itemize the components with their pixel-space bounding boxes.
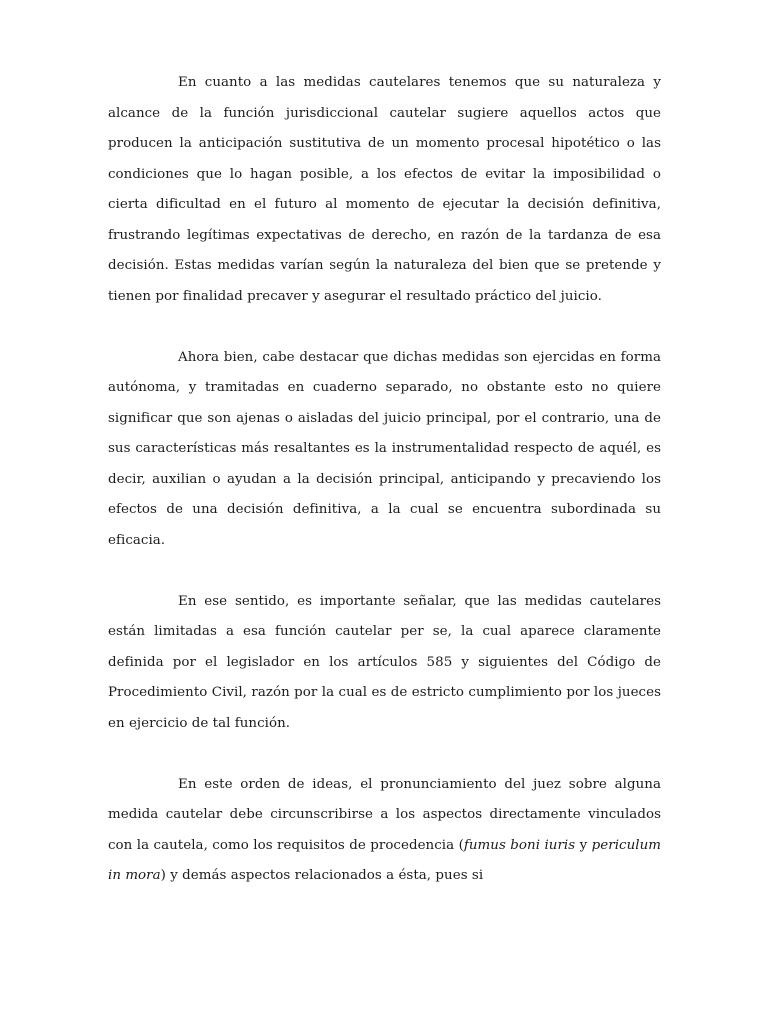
paragraph-2 [108,343,661,557]
document-body [108,68,661,922]
paragraph-3-text: En ese sentido, es importante señalar, que las medidas cautelares están limitadas a esa función cautelar per se, la cual aparece claramente definida por el legislador en los artículos 585 y siguientes del Código de Procedimiento Civil, razón por la cual es de estricto cumplimiento por los jueces en ejercicio de tal función. [108,593,661,731]
paragraph-4-text-1: En este orden de ideas, el pronunciamiento del juez sobre alguna medida cautelar debe circunscribirse a los aspectos directamente vinculados con la cautela, como los requisitos de procedencia ( [108,776,661,853]
paragraph-2-text: Ahora bien, cabe destacar que dichas medidas son ejercidas en forma autónoma, y tramitadas en cuaderno separado, no obstante esto no quiere significar que son ajenas o aisladas del juicio principal, por el contrario, una de sus características más resaltantes es la instrumentalidad respecto de aquél, es decir, auxilian o ayudan a la decisión principal, anticipando y precaviendo los efectos de una decisión definitiva, a la cual se encuentra subordinada su eficacia. [108,349,661,548]
paragraph-4-text-2: y [575,837,592,853]
latin-term-fumus-boni-iuris: fumus boni iuris [463,837,576,853]
paragraph-3 [108,587,661,740]
paragraph-1 [108,68,661,312]
latin-term-periculum-in-mora: periculum in mora [108,837,661,883]
paragraph-1-text: En cuanto a las medidas cautelares tenemos que su naturaleza y alcance de la función jurisdiccional cautelar sugiere aquellos actos que producen la anticipación sustitutiva de un momento procesal hipotético o las condiciones que lo hagan posible, a los efectos de evitar la imposibilidad o cierta dificultad en el futuro al momento de ejecutar la decisión definitiva, frustrando legítimas expectativas de derecho, en razón de la tardanza de esa decisión. Estas medidas varían según la naturaleza del bien que se pretende y tienen por finalidad precaver y asegurar el resultado práctico del juicio. [108,75,661,304]
paragraph-4 [108,770,661,892]
paragraph-4-text-3: ) y demás aspectos relacionados a ésta, pues si [160,868,484,883]
